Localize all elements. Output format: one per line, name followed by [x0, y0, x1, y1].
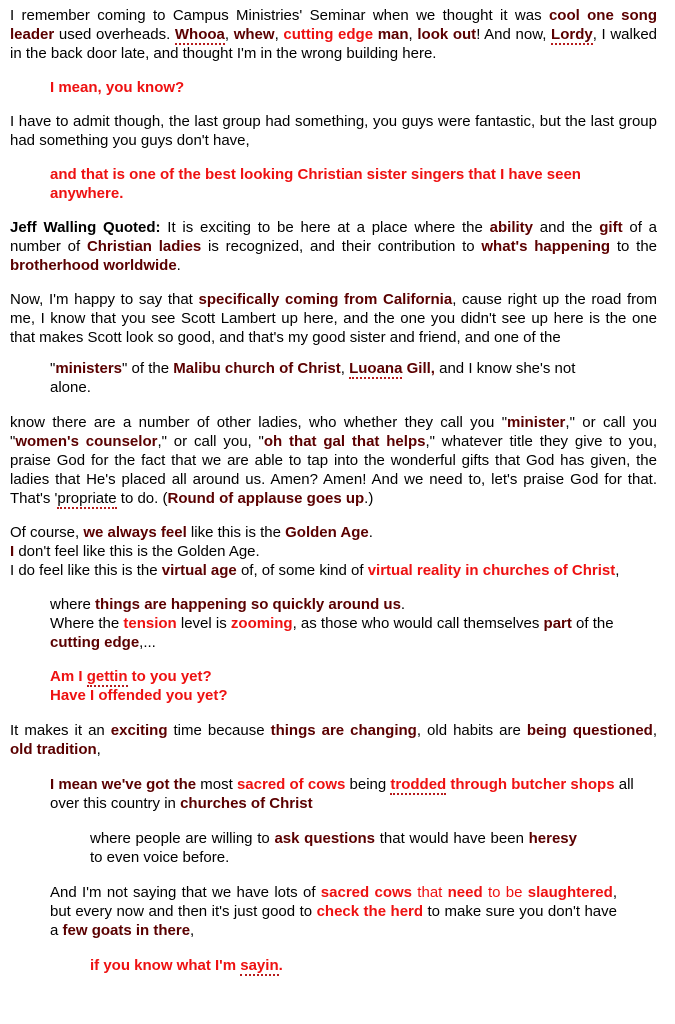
text-run: ,: [96, 741, 101, 758]
text-run: don't feel like this is the Golden Age.: [14, 543, 260, 560]
text-run: It makes it an: [10, 722, 111, 739]
text-run: ,: [190, 922, 195, 939]
text-run: that would have been: [375, 830, 529, 847]
misspelled-word: gettin: [86, 668, 128, 685]
text-run: most: [196, 776, 237, 793]
text-run: to make sure you don't have a: [50, 903, 617, 939]
text-run: .: [400, 596, 406, 613]
emphasis-text: I mean we've got the: [50, 776, 197, 793]
emphasis-text: Golden Age: [285, 524, 369, 541]
text-run: , cause right up the road from me, I know that you see Scott Lambert up here, and the one you didn't see up here is the one that makes Scott look so good, and that's my good sister and friend, and one of the: [10, 291, 658, 346]
emphasis-text: women's counselor: [15, 433, 158, 450]
red-text: that: [412, 884, 448, 901]
emphasis-text: whew: [233, 26, 275, 43]
emphasis-text: Luoana: [349, 360, 403, 377]
red-emphasis-text: through butcher shops: [450, 776, 615, 793]
text-run: , as those who would call themselves: [292, 615, 544, 632]
emphasis-text: Christian ladies: [86, 238, 202, 255]
text-run: .): [364, 490, 374, 507]
text-run: of the: [571, 615, 614, 632]
red-emphasis-text: virtual reality in churches of Christ: [367, 562, 616, 579]
text-run: .: [368, 524, 373, 541]
emphasis-text: minister: [507, 414, 566, 431]
text-run: ,: [224, 26, 234, 43]
emphasis-text: Lordy: [551, 26, 593, 43]
text-run: , but every now and then it's just good to: [50, 884, 617, 920]
text-run: where people are willing to: [90, 830, 275, 847]
line-virtual-age: [10, 561, 657, 580]
paragraph-campus-ministries: [10, 6, 657, 63]
emphasis-text: Malibu church of Christ: [173, 360, 341, 377]
emphasis-text: heresy: [528, 830, 577, 847]
red-emphasis-text: sacred of cows: [236, 776, 346, 793]
quote-ask-questions: [90, 829, 577, 867]
emphasis-text: I: [10, 543, 15, 560]
emphasis-text: man: [377, 26, 409, 43]
text-run: ,: [652, 722, 658, 739]
text-run: " of the: [122, 360, 174, 377]
emphasis-text: what's happening: [481, 238, 611, 255]
text-run: to you yet?: [127, 668, 212, 685]
quote-malibu-ministers: [50, 359, 617, 397]
text-run: time because: [167, 722, 271, 739]
text-run: to even voice before.: [90, 849, 230, 866]
paragraph-other-ladies: [10, 413, 657, 508]
emphasis-text: exciting: [110, 722, 168, 739]
emphasis-text: part: [543, 615, 572, 632]
emphasis-text: few goats in there: [62, 922, 191, 939]
text-run: ! And now,: [476, 26, 552, 43]
text-run: Now, I'm happy to say that: [10, 291, 199, 308]
emphasis-text: things are changing: [270, 722, 417, 739]
emphasis-text: churches of Christ: [180, 795, 313, 812]
text-run: know there are a number of other ladies, who whether they call you ": [10, 414, 508, 431]
text-run: I remember coming to Campus Ministries' Seminar when we thought it was: [10, 7, 549, 24]
red-text: to be: [482, 884, 528, 901]
text-run: ," whatever title they give to you, praise God for the fact that we are able to tap into the wonderful gifts that God has given, the ladies that He's placed all around us. Amen? Amen! And we need to, let's praise God for that. That's ': [10, 433, 657, 507]
emphasis-text: gift: [599, 219, 623, 236]
emphasis-text: cool one song leader: [10, 7, 658, 43]
quote-check-the-herd: [50, 883, 617, 940]
red-emphasis-text: slaughtered: [527, 884, 613, 901]
emphasis-text: ask questions: [274, 830, 376, 847]
text-run: ,...: [139, 634, 156, 651]
text-run: ," or call you, ": [157, 433, 264, 450]
emphasis-text: old tradition: [10, 741, 97, 758]
text-run: ,: [274, 26, 284, 43]
quote-know-what-im-sayin: [90, 956, 657, 975]
red-emphasis-text: tension: [123, 615, 177, 632]
text-run: and I know she's not alone.: [50, 360, 576, 396]
emphasis-text: ministers: [55, 360, 123, 377]
quote-sister-singers: and that is one of the best looking Christian sister singers that I have seen anywhere.: [50, 166, 581, 202]
paragraph-california: [10, 290, 657, 347]
text-run: .: [176, 257, 181, 274]
quote-sacred-cows: [50, 775, 657, 813]
text-run: if you know what I'm: [90, 957, 241, 974]
paragraph-last-group: I have to admit though, the last group had something, you guys were fantastic, but the last group had something you guys don't have,: [10, 113, 657, 149]
text-run: ": [50, 360, 56, 377]
text-run: Am I: [50, 668, 87, 685]
paragraph-exciting-time: [10, 721, 657, 759]
quote-i-mean-you-know: I mean, you know?: [50, 79, 185, 96]
line-dont-feel: [10, 542, 657, 561]
emphasis-text: specifically coming from California: [198, 291, 453, 308]
text-run: where: [50, 596, 96, 613]
emphasis-text: cutting edge: [50, 634, 140, 651]
text-run: , I walked in the back door late, and thought I'm in the wrong building here.: [10, 26, 658, 62]
text-run: of, of some kind of: [236, 562, 368, 579]
emphasis-text: we always feel: [83, 524, 187, 541]
text-run: ," or call you ": [10, 414, 657, 450]
paragraph-jeff-walling-quoted: [10, 218, 657, 275]
misspelled-word: propriate: [57, 490, 117, 507]
emphasis-text: being questioned: [526, 722, 653, 739]
text-run: and the: [533, 219, 600, 236]
emphasis-text: ability: [489, 219, 533, 236]
emphasis-text: look out: [417, 26, 477, 43]
speaker-label: Jeff Walling Quoted:: [10, 219, 161, 236]
text-run: .: [278, 957, 283, 974]
red-emphasis-text: need: [447, 884, 483, 901]
red-emphasis-text: zooming: [230, 615, 293, 632]
quote-offended-you: Have I offended you yet?: [50, 687, 228, 704]
text-run: is recognized, and their contribution to: [201, 238, 482, 255]
emphasis-text: Whooa: [174, 26, 225, 43]
emphasis-text: Round of applause goes up: [167, 490, 365, 507]
emphasis-text: Gill,: [406, 360, 435, 377]
text-run: ,: [408, 26, 418, 43]
text-run: used overheads.: [54, 26, 175, 43]
text-run: like this is the: [186, 524, 286, 541]
red-emphasis-text: cutting edge: [283, 26, 374, 43]
quote-gettin-to-you: [50, 667, 657, 686]
emphasis-text: things are happening so quickly around us: [95, 596, 401, 613]
text-run: to the: [610, 238, 658, 255]
red-emphasis-text: trodded: [390, 776, 447, 793]
text-run: to do. (: [116, 490, 168, 507]
emphasis-text: brotherhood worldwide: [10, 257, 177, 274]
line-golden-age: [10, 523, 657, 542]
text-run: of a number of: [10, 219, 658, 255]
text-run: being: [345, 776, 391, 793]
red-emphasis-text: sacred cows: [320, 884, 412, 901]
emphasis-text: oh that gal that helps: [263, 433, 426, 450]
red-emphasis-text: check the herd: [316, 903, 424, 920]
text-run: Of course,: [10, 524, 84, 541]
text-run: ,: [340, 360, 350, 377]
text-run: all over this country in: [50, 776, 634, 812]
emphasis-text: virtual age: [161, 562, 237, 579]
misspelled-word: sayin: [240, 957, 279, 974]
text-run: Where the: [50, 615, 124, 632]
text-run: level is: [176, 615, 231, 632]
text-run: , old habits are: [416, 722, 527, 739]
text-run: And I'm not saying that we have lots of: [50, 884, 321, 901]
text-run: ,: [615, 562, 620, 579]
text-run: I do feel like this is the: [10, 562, 162, 579]
quote-tension-zooming: [50, 614, 617, 652]
quote-happening-quickly: [50, 595, 657, 614]
text-run: It is exciting to be here at a place where the: [160, 219, 490, 236]
